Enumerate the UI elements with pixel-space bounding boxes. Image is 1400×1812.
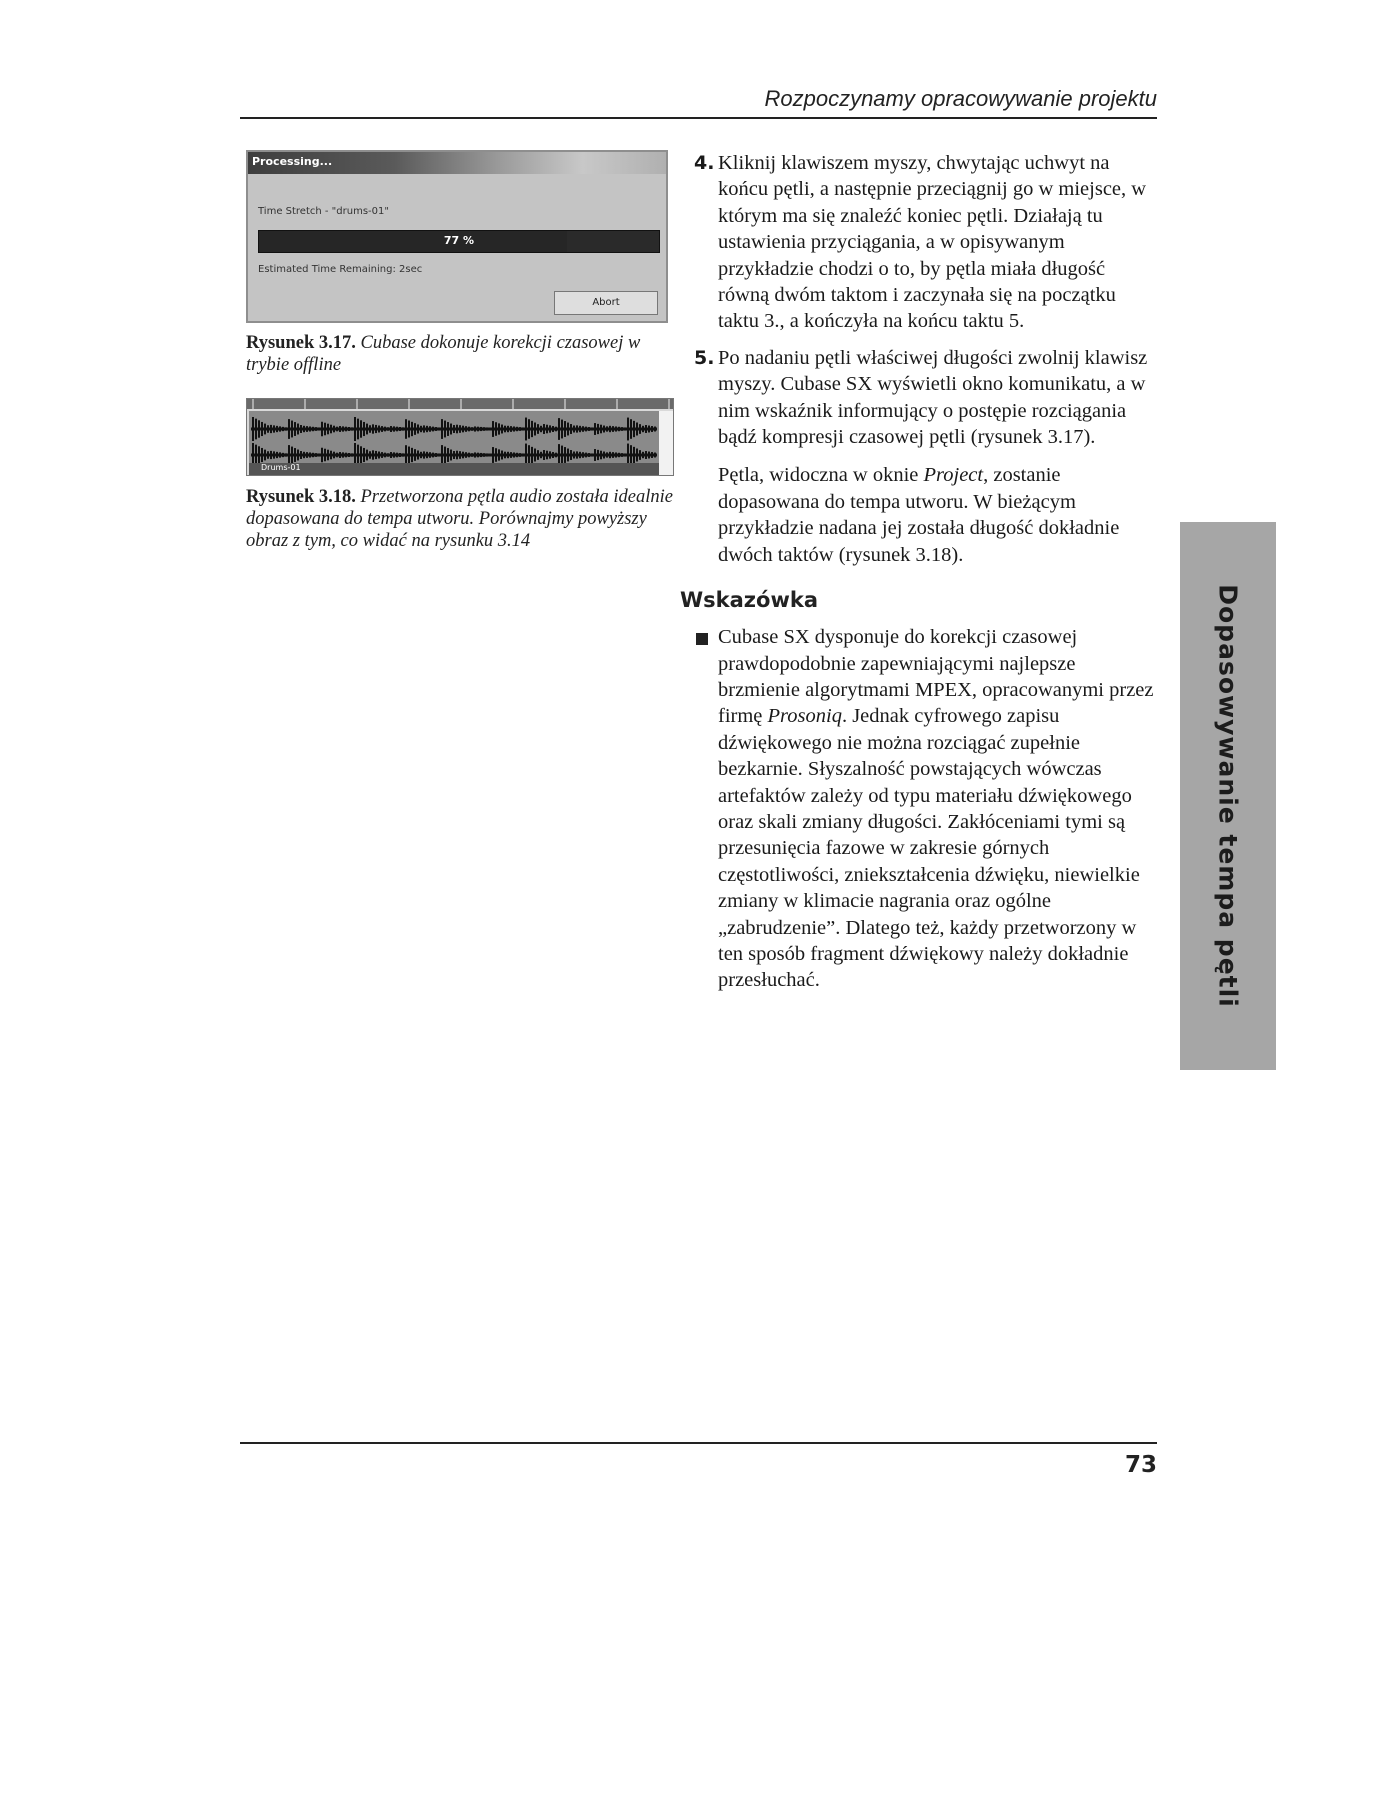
figure-318-label: Rysunek 3.18. xyxy=(246,487,356,507)
step-item xyxy=(680,345,1158,451)
step-item xyxy=(680,150,1158,335)
paragraph-text: Pętla, widoczna w oknie xyxy=(718,464,924,487)
waveform-figure xyxy=(246,398,674,476)
dialog-title: Processing... xyxy=(252,155,333,168)
tip-italic: Prosoniq xyxy=(767,705,842,728)
figure-317-caption xyxy=(246,332,676,376)
time-remaining-text: Estimated Time Remaining: 2sec xyxy=(258,264,423,275)
result-paragraph xyxy=(680,462,1158,568)
running-header: Rozpoczynamy opracowywanie projektu xyxy=(764,86,1157,111)
step-number: 5. xyxy=(694,346,715,369)
step-number: 4. xyxy=(694,152,715,174)
bullet-square-icon xyxy=(696,633,708,645)
paragraph-italic: Project xyxy=(923,464,984,487)
figure-317-label: Rysunek 3.17. xyxy=(246,333,356,353)
tip-text: Cubase SX dysponuje do korekcji czasowej prawdopodobnie zapewniającymi najlepsze brzmienie algorytmami MPEX, opracowanymi przez firmę xyxy=(718,626,1154,728)
dialog-titlebar xyxy=(248,152,666,174)
step-text: Po nadaniu pętli właściwej długości zwolnij klawisz myszy. Cubase SX wyświetli okno komunikatu, a w nim wskaźnik informujący o postępie rozciągania bądź kompresji czasowej pętli (rysunek 3.17). xyxy=(718,346,1148,449)
track-label: Drums-01 xyxy=(261,463,301,472)
chapter-side-tab xyxy=(1180,522,1276,1070)
main-column xyxy=(680,150,1158,994)
header-rule xyxy=(240,117,1157,119)
figure-318-caption xyxy=(246,486,676,552)
side-tab-label: Dopasowywanie tempa pętli xyxy=(1213,584,1243,1008)
tip-heading: Wskazówka xyxy=(680,588,818,613)
progress-label: 77 % xyxy=(443,234,475,247)
footer-rule xyxy=(240,1442,1157,1444)
progress-bar xyxy=(258,230,660,253)
step-text: Kliknij klawiszem myszy, chwytając uchwyt na końcu pętli, a następnie przeciągnij go w miejsce, w którym ma się znaleźć koniec pętli. Działają tu ustawienia przyciągania, a w opisywanym przykładzie chodzi o to, by pętla miała długość równą dwóm taktom i zaczynała się na początku taktu 3., a kończyła na końcu taktu 5. xyxy=(718,152,1147,333)
processing-dialog xyxy=(246,150,668,323)
tip-text: . Jednak cyfrowego zapisu dźwiękowego nie można rozciągać zupełnie bezkarnie. Słyszalność powstających wówczas artefaktów zależy od typu materiału dźwiękowego oraz skali zmiany długości. Zakłóceniami tymi są przesunięcia fazowe w zakresie górnych częstotliwości, zniekształcenia dźwięku, niewielkie zmiany w klimacie nagrania oraz ogólne „zabrudzenie”. Dlatego też, każdy przetworzony w ten sposób fragment dźwiękowy należy dokładnie przesłuchać. xyxy=(718,705,1140,992)
tip-bullet xyxy=(680,624,1158,994)
waveform-graphic xyxy=(247,399,674,476)
page-number: 73 xyxy=(1124,1452,1157,1478)
figure-318-caption-text: Przetworzona pętla audio została idealnie dopasowana do tempa utworu. Porównajmy powyższy obraz z tym, co widać na rysunku 3.14 xyxy=(246,487,673,551)
paragraph-text: , zostanie dopasowana do tempa utworu. W bieżącym przykładzie nadana jej została długość dokładnie dwóch taktów (rysunek 3.18). xyxy=(718,464,1120,566)
figure-317-caption-text: Cubase dokonuje korekcji czasowej w trybie offline xyxy=(246,333,641,375)
abort-button[interactable]: Abort xyxy=(554,291,658,315)
dialog-task-text: Time Stretch - "drums-01" xyxy=(258,206,389,217)
